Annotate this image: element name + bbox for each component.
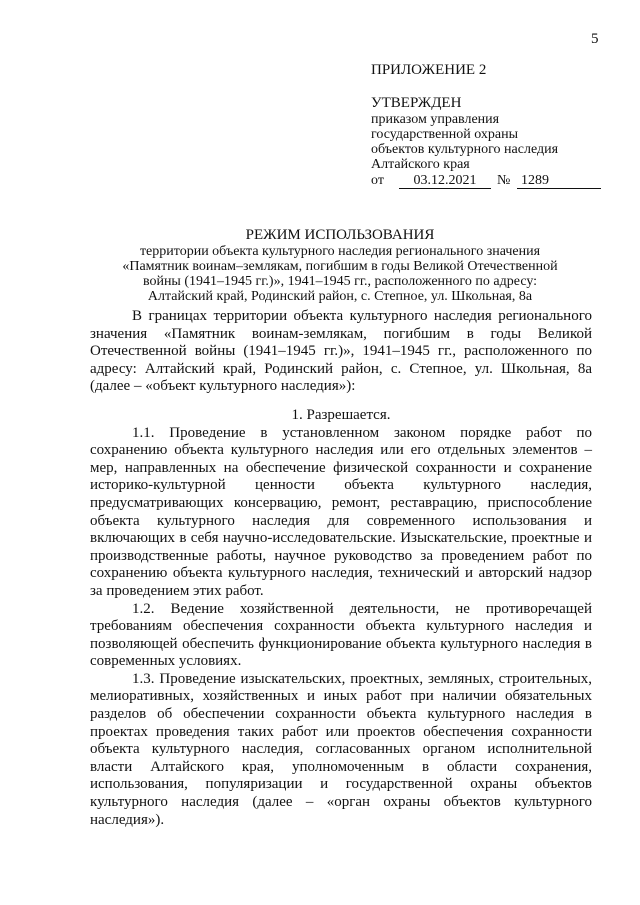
number-prefix: №: [497, 173, 511, 188]
approval-line: государственной охраны: [371, 127, 519, 142]
order-date: 03.12.2021: [399, 173, 491, 189]
subtitle-line: Алтайский край, Родинский район, с. Степное, ул. Школьная, 8а: [147, 289, 533, 304]
document-title-block: [90, 226, 590, 304]
approval-date-row: [371, 173, 611, 191]
approved-label: УТВЕРЖДЕН: [371, 95, 462, 111]
subtitle-line: «Памятник воинам–землякам, погибшим в годы Великой Отечественной: [122, 259, 558, 274]
approval-line: приказом управления: [371, 112, 500, 127]
appendix-label: ПРИЛОЖЕНИЕ 2: [371, 62, 487, 78]
subtitle-line: территории объекта культурного наследия регионального значения: [139, 244, 541, 259]
item-1-1-paragraph: 1.1. Проведение в установленном законом порядке работ по сохранению объекта культурного наследия или его отдельных элементов – мер, направленных на обеспечение физической сохранности и сохранение историко-культурной ценности объекта культурного наследия, предусматривающих консервацию, ремонт, реставрацию, приспособление объекта культурного наследия для современного использования и включающих в себя научно-исследовательские. Изыскательские, проектные и производственные работы, научное руководство за проведением работ по сохранению объекта культурного наследия, технический и авторский надзор за проведением этих работ.: [90, 424, 592, 599]
order-number: 1289: [517, 173, 601, 189]
section-1-heading: 1. Разрешается.: [291, 406, 391, 423]
date-prefix: от: [371, 173, 384, 188]
document-title: РЕЖИМ ИСПОЛЬЗОВАНИЯ: [245, 227, 435, 243]
item-1-3-paragraph: 1.3. Проведение изыскательских, проектных, земляных, строительных, мелиоративных, хозяйственных и иных работ при наличии обязательных разделов об обеспечении сохранности объекта культурного наследия в проектах проведения таких работ или проектов обеспечения сохранности объекта культурного наследия, согласованных органом исполнительной власти Алтайского края, уполномоченным в области сохранения, использования, популяризации и государственной охраны объектов культурного наследия (далее – «орган охраны объектов культурного наследия»).: [90, 670, 592, 828]
page-number: 5: [591, 31, 599, 47]
approval-block: [371, 62, 611, 191]
subtitle-line: войны (1941–1945 гг.)», 1941–1945 гг., расположенного по адресу:: [142, 274, 538, 289]
approval-line: объектов культурного наследия: [371, 142, 559, 157]
intro-paragraph: В границах территории объекта культурного наследия регионального значения «Памятник воинам-землякам, погибшим в годы Великой Отечественной войны (1941–1945 гг.)», 1941–1945 гг., расположенного по адресу: Алтайский край, Родинский район, с. Степное, ул. Школьная, 8а (далее – «объект культурного наследия»):: [90, 308, 592, 395]
approval-line: Алтайского края: [371, 157, 470, 172]
item-1-2-paragraph: 1.2. Ведение хозяйственной деятельности, не противоречащей требованиям обеспечения сохранности объекта культурного наследия и позволяющей обеспечить функционирование объекта культурного наследия в современных условиях.: [90, 600, 592, 670]
document-body: [90, 308, 592, 829]
